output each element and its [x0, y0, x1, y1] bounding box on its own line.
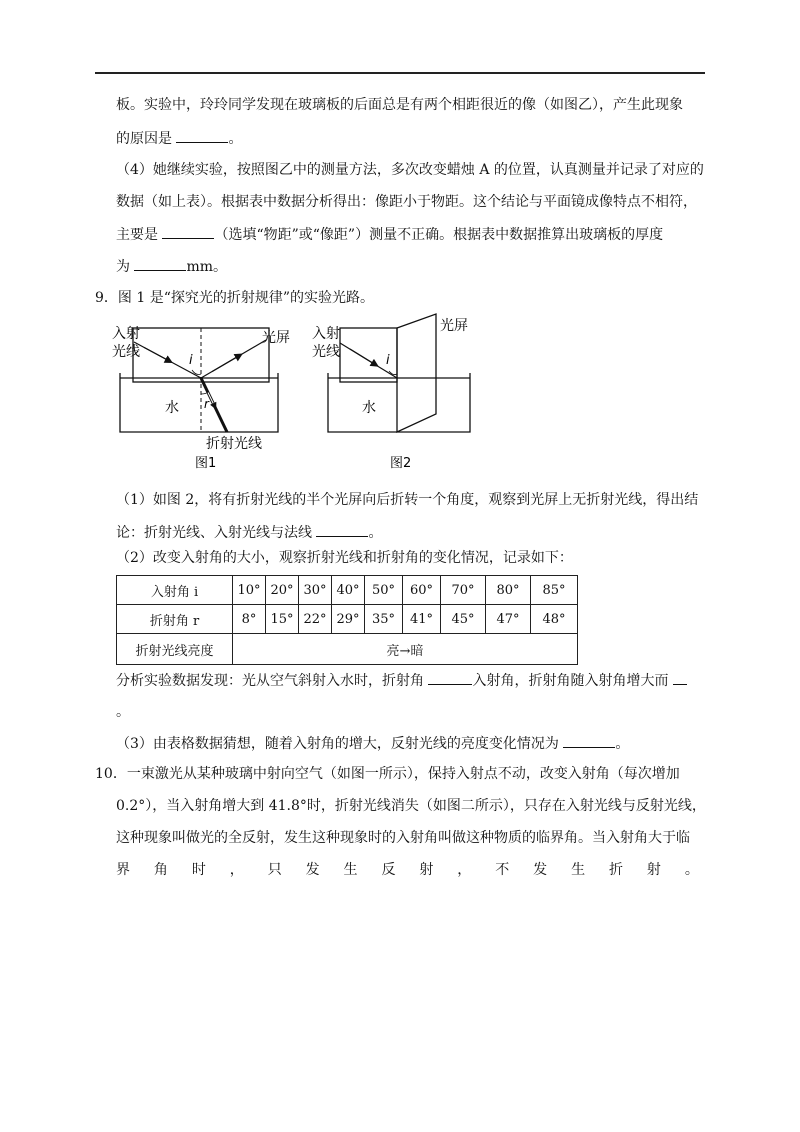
header-rule	[95, 72, 705, 74]
table-cell: 29°	[332, 605, 365, 634]
table-cell: 20°	[266, 576, 299, 605]
reflected-arrow	[212, 355, 240, 371]
table-cell: 40°	[332, 576, 365, 605]
char: 。	[684, 862, 699, 878]
table-cell: 48°	[531, 605, 578, 634]
figure-2-caption: 图2	[390, 456, 412, 471]
incident-label-1: 入射	[112, 326, 140, 342]
char: ，	[457, 862, 472, 878]
q9-analysis-end: 。	[116, 704, 130, 720]
table-cell: 30°	[299, 576, 332, 605]
water-label: 水	[165, 400, 179, 416]
q8-item4-line-2: 数据（如上表）。根据表中数据分析得出：像距小于物距。这个结论与平面镜成像特点不相符，	[116, 194, 697, 210]
answer-blank[interactable]	[176, 128, 228, 143]
q8-line-2: 的原因是 。	[116, 128, 242, 149]
table-row	[117, 605, 578, 634]
char: 发	[533, 862, 548, 878]
q10-line-3: 这种现象叫做光的全反射，发生这种现象时的入射角叫做这种物质的临界角。当入射角大于临	[116, 830, 690, 846]
q9-sub3: （3）由表格数据猜想，随着入射角的增大，反射光线的亮度变化情况为 。	[116, 733, 629, 754]
table-cell: 8°	[233, 605, 266, 634]
answer-blank[interactable]	[563, 733, 615, 748]
figure-1-caption: 图1	[195, 456, 217, 471]
table-cell: 47°	[486, 605, 531, 634]
char: 界	[116, 862, 130, 878]
char: ，	[229, 862, 244, 878]
char: 生	[571, 862, 586, 878]
answer-blank[interactable]	[316, 522, 368, 537]
char: 射	[646, 862, 661, 878]
char: 时	[191, 862, 206, 878]
refracted-label: 折射光线	[206, 436, 262, 452]
q10-line-1: 10．一束激光从某种玻璃中射向空气（如图一所示），保持入射点不动，改变入射角（每次增加	[95, 766, 680, 782]
char: 发	[305, 862, 320, 878]
answer-blank[interactable]	[134, 256, 186, 271]
incident-label-2: 光线	[112, 344, 140, 360]
q8-item4-line-3: 主要是 （选填“物距”或“像距”）测量不正确。根据表中数据推算出玻璃板的厚度	[116, 224, 663, 245]
row-header: 折射角 r	[117, 605, 233, 634]
table-cell: 85°	[531, 576, 578, 605]
incident-arrow	[144, 347, 170, 361]
q9-sub1-line-2: 论：折射光线、入射光线与法线 。	[116, 522, 382, 543]
figure-2	[312, 314, 470, 471]
char: 反	[381, 862, 396, 878]
q10-line-4	[116, 860, 699, 880]
char: 折	[608, 862, 623, 878]
screen-label: 光屏	[440, 318, 468, 334]
answer-blank[interactable]	[428, 670, 472, 685]
table-cell: 15°	[266, 605, 299, 634]
q8-item4-line-4: 为 mm。	[116, 256, 227, 277]
char: 只	[267, 862, 282, 878]
water-label: 水	[362, 400, 376, 416]
incident-arrow	[350, 349, 376, 365]
q9-sub1-line-1: （1）如图 2，将有折射光线的半个光屏向后折转一个角度，观察到光屏上无折射光线，得出结	[116, 492, 699, 508]
row-header: 折射光线亮度	[117, 634, 233, 665]
answer-blank[interactable]	[673, 670, 687, 685]
table-cell: 22°	[299, 605, 332, 634]
table-cell: 80°	[486, 576, 531, 605]
q10-line-2: 0.2°），当入射角增大到 41.8°时，折射光线消失（如图二所示），只存在入射光线与反射光线，	[116, 798, 706, 814]
char: 射	[419, 862, 434, 878]
table-cell: 70°	[441, 576, 486, 605]
char: 不	[495, 862, 510, 878]
row-header: 入射角 i	[117, 576, 233, 605]
table-cell: 60°	[403, 576, 441, 605]
refraction-data-table	[116, 575, 578, 665]
q8-line-1: 板。实验中，玲玲同学发现在玻璃板的后面总是有两个相距很近的像（如图乙），产生此现象	[116, 97, 683, 113]
table-row	[117, 634, 578, 665]
char: 角	[153, 862, 168, 878]
table-cell: 41°	[403, 605, 441, 634]
table-cell: 45°	[441, 605, 486, 634]
table-cell: 10°	[233, 576, 266, 605]
char: 生	[343, 862, 358, 878]
screen-label: 光屏	[262, 330, 290, 346]
q9-stem: 9．图 1 是“探究光的折射规律”的实验光路。	[95, 290, 375, 306]
q9-sub2: （2）改变入射角的大小，观察折射光线和折射角的变化情况，记录如下：	[116, 550, 573, 566]
table-cell: 50°	[365, 576, 403, 605]
angle-i-label: i	[189, 353, 193, 368]
incident-label-2: 光线	[312, 344, 340, 360]
incident-label-1: 入射	[312, 326, 340, 342]
answer-blank[interactable]	[162, 224, 214, 239]
table-cell: 35°	[365, 605, 403, 634]
q8-item4-line-1: （4）她继续实验，按照图乙中的测量方法，多次改变蜡烛 A 的位置，认真测量并记录了对应的	[116, 162, 704, 178]
table-row	[117, 576, 578, 605]
brightness-cell: 亮→暗	[233, 634, 578, 665]
angle-r-label: r	[204, 397, 209, 411]
screen-folded-half	[397, 314, 436, 432]
q9-analysis-line: 分析实验数据发现：光从空气斜射入水时，折射角 入射角，折射角随入射角增大而	[116, 670, 687, 691]
q9-figures	[100, 308, 500, 478]
figure-1	[112, 326, 290, 471]
refracted-arrow	[208, 393, 215, 408]
angle-i-label: i	[386, 353, 390, 368]
